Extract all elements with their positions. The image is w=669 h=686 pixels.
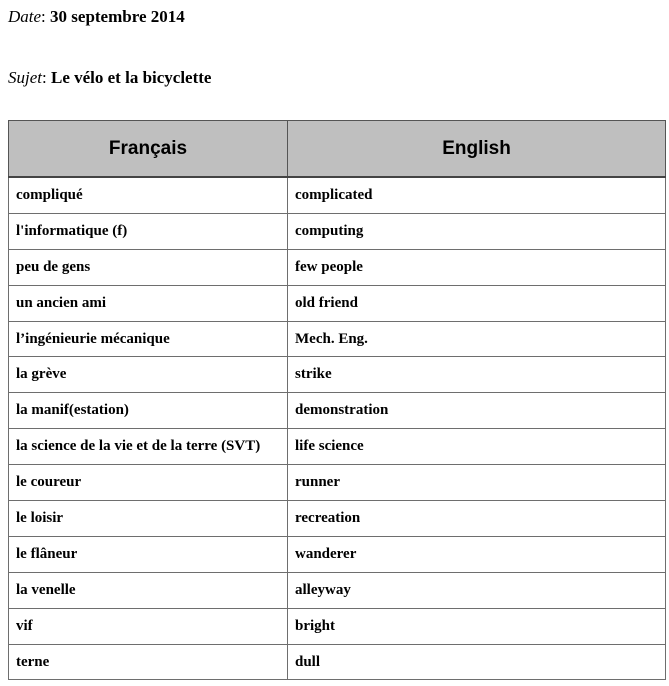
subject-label: Sujet [8, 68, 42, 87]
vocabulary-table [8, 120, 666, 680]
english-term: few people [288, 249, 666, 285]
french-term: peu de gens [9, 249, 288, 285]
date-label: Date [8, 7, 42, 26]
english-term: wanderer [288, 536, 666, 572]
table-header-row [9, 121, 666, 178]
column-header-english: English [288, 121, 666, 178]
date-value: 30 septembre 2014 [50, 7, 185, 26]
table-row [9, 501, 666, 537]
table-row [9, 249, 666, 285]
column-header-french: Français [9, 121, 288, 178]
french-term: terne [9, 644, 288, 680]
french-term: vif [9, 608, 288, 644]
table-row [9, 572, 666, 608]
french-term: le loisir [9, 501, 288, 537]
table-row [9, 321, 666, 357]
table-row [9, 285, 666, 321]
french-term: le flâneur [9, 536, 288, 572]
table-row [9, 429, 666, 465]
french-term: l'informatique (f) [9, 213, 288, 249]
table-row [9, 608, 666, 644]
french-term: le coureur [9, 465, 288, 501]
english-term: computing [288, 213, 666, 249]
subject-line: Sujet: Le vélo et la bicyclette [8, 68, 212, 87]
table-row [9, 213, 666, 249]
french-term: l’ingénieurie mécanique [9, 321, 288, 357]
french-term: la manif(estation) [9, 393, 288, 429]
english-term: complicated [288, 177, 666, 213]
english-term: dull [288, 644, 666, 680]
english-term: bright [288, 608, 666, 644]
table-row [9, 465, 666, 501]
english-term: old friend [288, 285, 666, 321]
english-term: alleyway [288, 572, 666, 608]
english-term: recreation [288, 501, 666, 537]
table-row [9, 644, 666, 680]
french-term: un ancien ami [9, 285, 288, 321]
english-term: strike [288, 357, 666, 393]
english-term: demonstration [288, 393, 666, 429]
subject-value: Le vélo et la bicyclette [50, 68, 212, 87]
french-term: la grève [9, 357, 288, 393]
table-row [9, 536, 666, 572]
english-term: Mech. Eng. [288, 321, 666, 357]
table-row [9, 393, 666, 429]
english-term: life science [288, 429, 666, 465]
date-line: Date: 30 septembre 2014 [8, 7, 185, 26]
french-term: compliqué [9, 177, 288, 213]
table-row [9, 357, 666, 393]
french-term: la venelle [9, 572, 288, 608]
english-term: runner [288, 465, 666, 501]
table-row [9, 177, 666, 213]
french-term: la science de la vie et de la terre (SVT) [9, 429, 288, 465]
